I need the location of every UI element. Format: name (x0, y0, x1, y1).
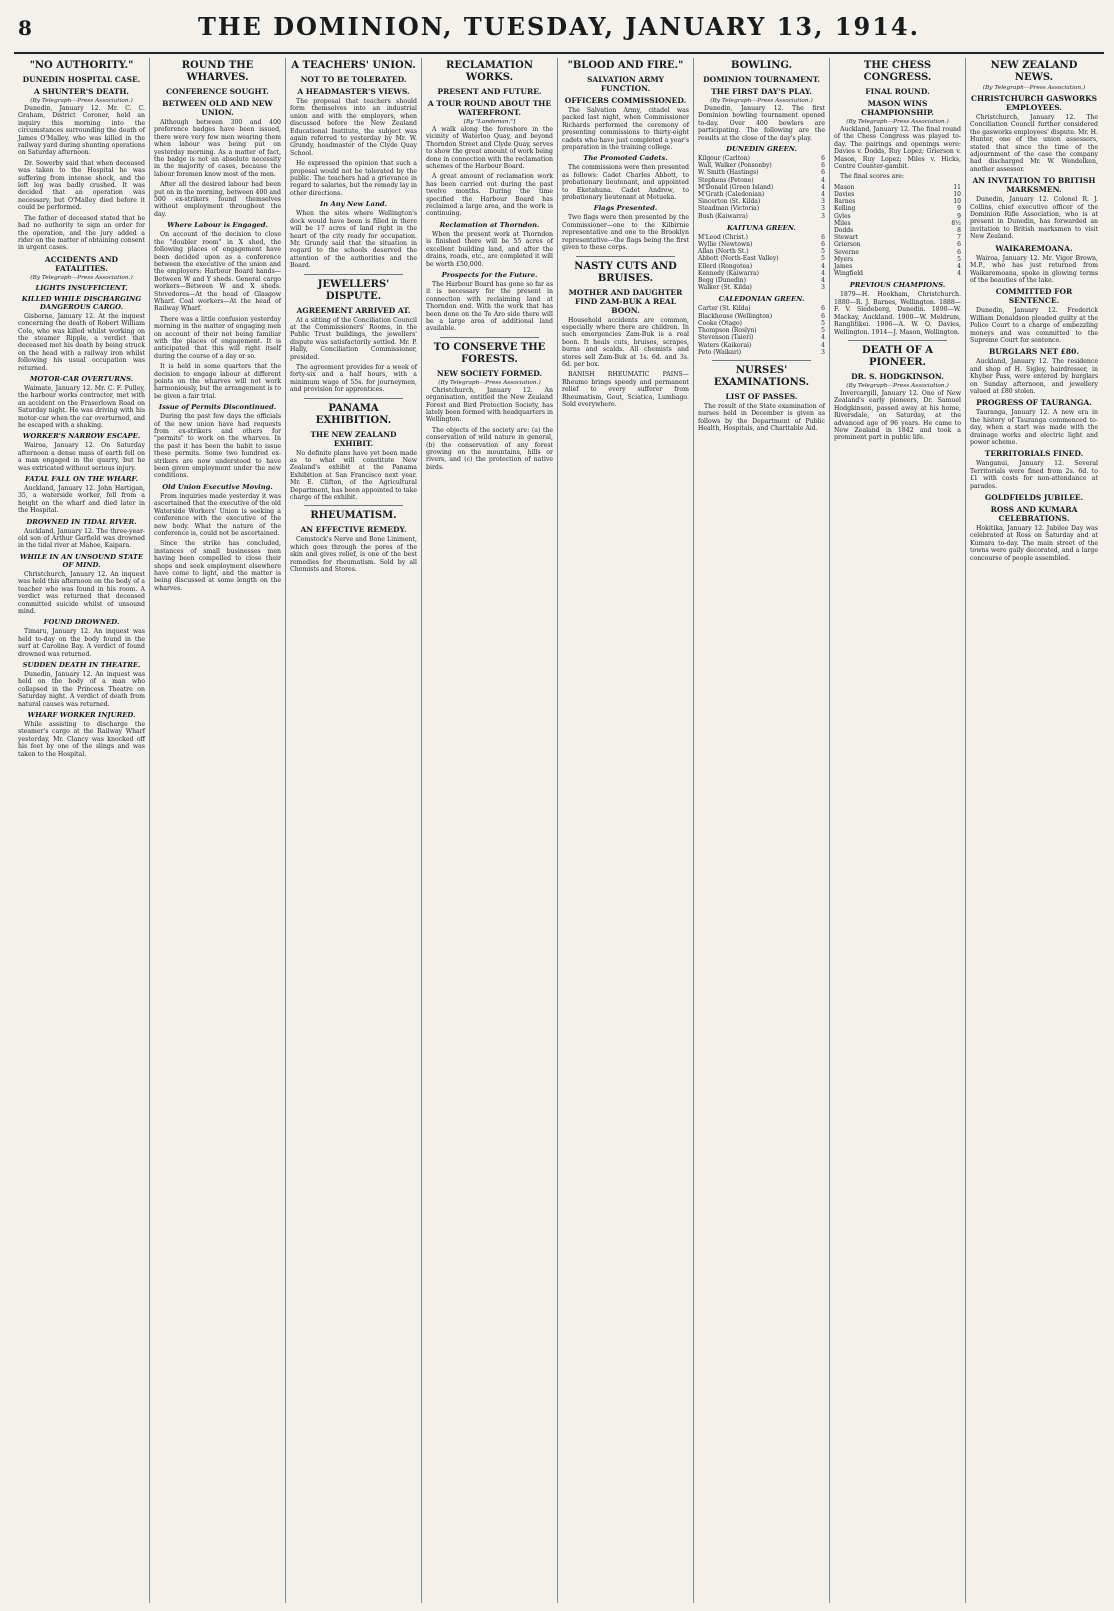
article-minor-heading: MOTOR-CAR OVERTURNS. (29, 374, 134, 383)
article-minor-heading: WORKER'S NARROW ESCAPE. (22, 432, 141, 441)
column-3 (286, 58, 422, 1603)
article-subheading: BETWEEN OLD AND NEW UNION. (162, 99, 273, 117)
article-subheading: THE FIRST DAY'S PLAY. (711, 87, 812, 96)
article-minor-heading: Where Labour is Engaged. (167, 221, 268, 230)
results-name: Kennedy (Kaiwarra) (698, 269, 759, 277)
results-row (698, 263, 825, 270)
results-name: Severne (834, 248, 859, 256)
results-name: Stevenson (Taieri) (698, 334, 754, 342)
article-minor-heading: WHARF WORKER INJURED. (27, 710, 136, 719)
article-paragraph: The objects of the society are: (a) the conservation of wild nature in general, (b) the conservation of any forest growing on the mountains, hills or rivers, and (c) the protection of native birds. (426, 426, 553, 471)
article-paragraph: The proposal that teachers should form themselves into an industrial union and with the employers, when discussed before the New Zealand Educational Institute, the subject was again referred to yesterday by Mr. W. Grundy, headmaster of the Clyde Quay School. (290, 98, 417, 157)
results-score: 5 (821, 327, 825, 335)
results-row (698, 177, 825, 184)
results-name: Kelling (834, 205, 856, 213)
article-paragraph: Hokitika, January 12. Jubilee Day was celebrated at Ross on Saturday and at Kumara to-day. The main street of the towns were gaily decorated, and a large concourse of people assembled. (970, 525, 1098, 562)
results-name: Carter (St. Kilda) (698, 305, 751, 313)
press-credit: (By Telegraph—Press Association.) (846, 119, 949, 125)
article-minor-heading: CALEDONIAN GREEN. (718, 295, 805, 304)
article-paragraph: Dunedin, January 12. An inquest was held on the body of a man who collapsed in the Princess Theatre on Saturday night. A verdict of death from natural causes was returned. (18, 670, 145, 708)
article-paragraph: Tauranga, January 12. A new era in the history of Tauranga commenced to-day, when a start was made with the drainage works and electric light and power scheme. (970, 409, 1098, 446)
article-minor-heading: Issue of Permits Discontinued. (158, 403, 277, 412)
results-score: 5 (821, 248, 825, 256)
article-minor-heading: Old Union Executive Moving. (162, 482, 273, 491)
results-row (698, 305, 825, 312)
results-row (698, 191, 825, 198)
results-row (834, 227, 961, 234)
results-name: Miles (834, 219, 851, 227)
article-paragraph: The final scores are: (840, 173, 905, 181)
article-paragraph: He expressed the opinion that such a proposal would not be tolerated by the public. The teachers had a grievance in regard to salaries, but the remedy lay in other directions. (290, 160, 417, 197)
article-headline: PANAMA EXHIBITION. (315, 402, 392, 426)
results-score: 3 (821, 205, 825, 213)
article-paragraph: Wairoa, January 12. Mr. Vigor Brown, M.P., who has just returned from Waikaremoana, spoke in glowing terms of the beauties of the lake. (970, 254, 1098, 284)
results-name: M'Grath (Caledonian) (698, 191, 765, 199)
results-name: Allan (North St.) (698, 248, 749, 256)
results-name: Davies (834, 191, 855, 199)
article-headline: BOWLING. (730, 60, 793, 71)
page-number: 8 (18, 16, 32, 40)
article-headline: NEW ZEALAND NEWS. (990, 60, 1078, 83)
article-headline: RHEUMATISM. (310, 510, 397, 522)
press-credit: (By Telegraph—Press Association.) (438, 379, 541, 386)
article-paragraph: Since the strike has concluded, instances of small businesses men having been compelled to close their shops and seek employment elsewhere have come to light, and the matter is being discussed at some length on the wharves. (154, 540, 281, 592)
article-minor-heading: Flags Presented. (593, 204, 658, 213)
article-paragraph: The Harbour Board has gone so far as it is necessary for the present in connection with reclaiming land at Thorndon end. With the work that has been done on the Te Aro side there will be a large area of additional land available. (426, 280, 553, 333)
press-credit: (By Telegraph—Press Association.) (30, 274, 133, 281)
results-score: 4 (821, 341, 825, 349)
article-minor-heading: FATAL FALL ON THE WHARF. (24, 475, 139, 484)
results-score: 3 (821, 348, 825, 356)
article-paragraph: Two flags were then presented by the Commissioner—one to the Kilbirnie representative and one to the Brooklyn representative—the flags being the first given to these corps. (562, 214, 689, 252)
results-score: 5 (957, 255, 961, 263)
results-score: 6 (821, 155, 825, 163)
article-subheading: A SHUNTER'S DEATH. (33, 87, 130, 96)
article-headline: "BLOOD AND FIRE." (567, 60, 684, 71)
article-minor-heading: The Promoted Cadets. (583, 154, 668, 163)
article-subheading: MOTHER AND DAUGHTER FIND ZAM-BUK A REAL BOON. (568, 287, 683, 315)
article-headline: DEATH OF A PIONEER. (862, 344, 933, 368)
results-name: Kilgour (Carlton) (698, 155, 750, 163)
results-score: 9 (957, 205, 961, 213)
article-paragraph: At a sitting of the Conciliation Council at the Commissioners' Rooms, in the Public Trust buildings, the jewellers' dispute was satisfactorily settled. Mr. P. Hally, Conciliation Commissioner, presided. (290, 316, 417, 361)
results-row (834, 249, 961, 256)
article-paragraph: Auckland, January 12. The residence and shop of H. Sigley, hairdresser, in Khyber Pass, were entered by burglars on Sunday afternoon, and jewellery valued at £80 stolen. (970, 358, 1098, 395)
article-subheading: PROGRESS OF TAURANGA. (976, 398, 1092, 408)
article-paragraph: Gisborne, January 12. At the inquest concerning the death of Robert William Cole, who was killed whilst working on the steamer Ripple, a verdict that deceased met his death by being struck on the head with a railway iron whilst following his usual occupation was returned. (18, 312, 145, 372)
results-score: 6 (957, 248, 961, 256)
article-subheading: A TOUR ROUND ABOUT THE WATERFRONT. (427, 99, 552, 117)
article-paragraph: When the sites where Wellington's dock would have been is filled in there will be 17 acres of land right in the heart of the city ready for occupation. Mr. Grundy said that the situation in regard to the schools deserved the attention of the authorities and the Board. (290, 210, 417, 270)
results-name: Wingfield (834, 270, 863, 278)
results-row (834, 220, 961, 227)
article-paragraph: Dunedin, January 12. Frederick William Donaldson pleaded guilty at the Police Court to a charge of embezzling moneys and was committed to the Supreme Court for sentence. (970, 307, 1098, 344)
results-score: 3 (821, 212, 825, 220)
article-headline: ROUND THE WHARVES. (181, 60, 254, 83)
results-row (834, 184, 961, 191)
article-paragraph: Wairoa, January 12. On Saturday afternoon a dense mass of earth fell on a man engaged in the quarry, but he was extricated without serious injury. (18, 442, 145, 472)
results-score: 11 (953, 183, 961, 191)
results-score: 4 (821, 269, 825, 277)
article-minor-heading: FOUND DROWNED. (43, 618, 120, 627)
results-name: Waters (Kaikorai) (698, 341, 752, 349)
results-row (834, 241, 961, 248)
results-name: Dodds (834, 227, 854, 235)
results-name: Abbott (North-East Valley) (698, 255, 779, 263)
article-paragraph: Christchurch, January 12. An inquest was held this afternoon on the body of a teacher who was found in his room. A verdict was returned that deceased committed suicide whilst of unsound mind. (18, 570, 145, 615)
article-paragraph: Comstock's Nerve and Bone Liniment, which goes through the pores of the skin and gives relief, is one of the best remedies for rheumatism. Sold by all Chemists and Stores. (290, 536, 417, 574)
results-row (698, 241, 825, 248)
results-name: W. Smith (Hastings) (698, 169, 759, 177)
results-table (698, 234, 825, 292)
article-subheading: CHRISTCHURCH GASWORKS EMPLOYEES. (970, 94, 1098, 112)
column-2 (150, 58, 286, 1603)
results-row (698, 320, 825, 327)
results-name: Barnes (834, 198, 856, 206)
article-subheading: NOT TO BE TOLERATED. (300, 75, 407, 84)
results-row (698, 213, 825, 220)
article-paragraph: From inquiries made yesterday it was ascertained that the executive of the old Waterside Workers' Union is seeking a conference with the executive of the new body. What the nature of the conference is, could not be ascertained. (154, 492, 281, 537)
article-headline: A TEACHERS' UNION. (291, 60, 416, 71)
results-score: 5 (821, 255, 825, 263)
article-subheading: AN EFFECTIVE REMEDY. (300, 525, 407, 535)
section-divider (304, 398, 403, 399)
article-minor-heading: DUNEDIN GREEN. (726, 145, 797, 154)
article-subheading: SALVATION ARMY FUNCTION. (586, 75, 665, 93)
article-subheading: CONFERENCE SOUGHT. (166, 87, 269, 96)
press-credit: (By Telegraph—Press Association.) (982, 85, 1086, 91)
article-headline: RECLAMATION WORKS. (446, 60, 533, 83)
results-score: 3 (821, 284, 825, 292)
article-minor-heading: LIGHTS INSUFFICIENT. (35, 283, 128, 292)
article-headline: NASTY CUTS AND BRUISES. (574, 260, 677, 284)
article-paragraph: The agreement provides for a week of forty-six and a half hours, with a minimum wage of 55s. for journeymen, and provision for apprentices. (290, 363, 417, 394)
results-score: 8½ (951, 219, 961, 227)
article-subheading: DUNEDIN HOSPITAL CASE. (22, 75, 141, 84)
article-paragraph: On account of the decision to close the "doubler room" in X shed, the following places of engagement have been decided upon as a conference between the executive of the union and the employers: Harbour Board hands—Between W and Y sheds. General cargo workers—Between W and X sheds. Stevedores—At the head of Glasgow Wharf. Coal workers—At the head of Railway Wharf. (154, 231, 281, 313)
results-score: 6 (821, 162, 825, 170)
article-paragraph: Christchurch, January 12. The Conciliation Council further considered the gasworks employees' dispute. Mr. H. Hunter, one of the union assessors, stated that since the time of the adjournment of the case the company had discharged Mr. W. Wendelken, another assessor. (970, 114, 1098, 173)
results-score: 6 (821, 241, 825, 249)
results-row (698, 162, 825, 169)
results-row (698, 205, 825, 212)
article-headline: JEWELLERS' DISPUTE. (317, 278, 390, 302)
article-paragraph: Auckland, January 12. The three-year-old son of Arthur Garfield was drowned in the tidal river at Mahoe, Kaipara. (18, 527, 145, 550)
section-divider (304, 274, 403, 275)
results-name: Wall, Walker (Ponsonby) (698, 162, 772, 170)
results-name: Begg (Dunedin) (698, 277, 746, 285)
article-paragraph: 1879—H. Hookham, Christchurch. 1880—R. J. Barnes, Wellington. 1888—F. V. Siedeberg, Dunedin. 1890—W. Mackay, Auckland. 1900—W. Meldrum, Ranglitikei. 1906—A. W. O. Davies, Wellington. 1914—J. Mason, Wellington. (834, 291, 961, 336)
article-paragraph: The father of deceased stated that he had no authority to sign an order for the operation, and the jury added a rider on the matter of obtaining consent in urgent cases. (18, 214, 145, 252)
results-name: Sincerton (St. Kilda) (698, 198, 761, 206)
article-headline: NURSES' EXAMINATIONS. (713, 364, 810, 388)
article-subheading: NEW SOCIETY FORMED. (436, 368, 543, 378)
paper-title: THE DOMINION, TUESDAY, JANUARY 13, 1914. (198, 12, 920, 41)
results-name: M'Leod (Christ.) (698, 233, 749, 241)
results-row (834, 270, 961, 277)
results-score: 6 (821, 305, 825, 313)
article-paragraph: A walk along the foreshore in the vicinity of Waterloo Quay, and beyond Thorndon Street and Clyde Quay, serves to show the great amount of work being done in connection with the reclamation schemes of the Harbour Board. (426, 126, 553, 171)
article-subheading: AGREEMENT ARRIVED AT. (296, 305, 411, 315)
article-paragraph: The result of the State examination of nurses held in December is given as follows by the Department of Public Health, Hospitals, and Charitable Aid. (698, 402, 825, 433)
results-row (698, 334, 825, 341)
results-score: 10 (953, 198, 961, 206)
results-name: Stewart (834, 234, 859, 242)
results-name: Peto (Waikari) (698, 348, 742, 356)
article-paragraph: No definite plans have yet been made as to what will constitute New Zealand's exhibit at the Panama Exhibition at San Francisco next year. Mr. E. Clifton, of the Agricultural Department, has been appointed to take charge of the exhibit. (290, 449, 417, 502)
results-name: Grierson (834, 241, 861, 249)
article-paragraph: There was a little confusion yesterday morning in the matter of engaging men on account of their not being familiar with the places of engagement. It is anticipated that this will right itself during the course of a day or so. (154, 315, 281, 360)
results-table (698, 155, 825, 220)
article-paragraph: After all the desired labour had been put on in the morning, between 400 and 500 ex-strikers found themselves without employment throughout the day. (154, 181, 281, 218)
results-name: Steadman (Victoria) (698, 205, 760, 213)
article-subheading: DOMINION TOURNAMENT. (703, 75, 820, 84)
results-score: 4 (821, 334, 825, 342)
article-subheading: ROSS AND KUMARA CELEBRATIONS. (990, 505, 1078, 524)
results-row (698, 342, 825, 349)
results-score: 10 (953, 191, 961, 199)
column-6 (694, 58, 830, 1603)
results-score: 4 (957, 270, 961, 278)
results-row (698, 349, 825, 356)
results-name: Stephens (Petone) (698, 176, 754, 184)
results-name: Bush (Kaiwarra) (698, 212, 748, 220)
column-1 (14, 58, 150, 1603)
article-minor-heading: Prospects for the Future. (441, 270, 538, 279)
article-paragraph: Waimate, January 12. Mr. C. F. Pulley, the harbour works contractor, met with an accident on the Fraserlown Road on Saturday night. He was driving with his motor-car when the car overturned, and he escaped with a shaking. (18, 384, 145, 429)
press-credit: [By "Landsman."] (463, 119, 516, 125)
results-name: Wyllie (Newtown) (698, 241, 753, 249)
article-subheading: LIST OF PASSES. (725, 391, 798, 401)
results-score: 4 (821, 191, 825, 199)
article-paragraph: When the present work at Thorndon is finished there will be 55 acres of excellent building land, and after the drains, roads, etc., are completed it will be worth £50,000. (426, 230, 553, 268)
article-paragraph: The commissions were then presented as follows: Cadet Charles Abbott, to probationary lieutenant, and appointed to Eketahuna. Cadet Andrew, to probationary lieutenant at Motueka. (562, 164, 689, 202)
article-minor-heading: Reclamation at Thorndon. (439, 220, 540, 229)
results-score: 4 (821, 176, 825, 184)
article-subheading: OFFICERS COMMISSIONED. (564, 96, 687, 105)
article-paragraph: Auckland, January 12. John Hartigan, 35, a waterside worker, fell from a height on the wharf and died later in the Hospital. (18, 485, 145, 515)
article-subheading: A HEADMASTER'S VIEWS. (297, 87, 410, 96)
article-paragraph: While assisting to discharge the steamer's cargo at the Railway Wharf yesterday, Mr. Clancy was knocked off his feet by one of the slings and was taken to the Hospital. (18, 720, 145, 758)
section-divider (440, 337, 539, 338)
press-credit: (By Telegraph—Press Association.) (710, 98, 813, 104)
article-headline: "NO AUTHORITY." (29, 60, 134, 71)
article-subheading: FINAL ROUND. (865, 87, 930, 96)
results-score: 3 (821, 198, 825, 206)
results-name: Gyles (834, 212, 851, 220)
results-score: 8 (957, 227, 961, 235)
results-score: 6 (821, 169, 825, 177)
article-paragraph: Wanganui, January 12. Several Territorials were fined from 2s. 6d. to £1 with costs for non-attendance at parades. (970, 460, 1098, 490)
article-paragraph: A great amount of reclamation work has been carried out during the past twelve months. During the time specified the Harbour Board has reclaimed a large area, and the work is continuing. (426, 173, 553, 218)
results-row (834, 198, 961, 205)
column-7 (830, 58, 966, 1603)
article-subheading: MASON WINS CHAMPIONSHIP. (861, 99, 934, 117)
article-minor-heading: DROWNED IN TIDAL RIVER. (26, 517, 137, 526)
results-row (698, 234, 825, 241)
results-name: Myers (834, 255, 854, 263)
article-paragraph: BANISH RHEUMATIC PAINS—Rheumo brings speedy and permanent relief to every sufferer from Rheumatism, Gout, Sciatica, Lumbago. Sold everywhere. (562, 371, 689, 408)
results-row (834, 191, 961, 198)
results-table (698, 305, 825, 355)
results-name: Mason (834, 183, 855, 191)
article-paragraph: Auckland, January 12. The final round of the Chess Congress was played to-day. The pairings and openings were: Davies v. Dodds, Ruy Lopez; Grierson v. Mason, Ruy Lopez; Miles v. Hicks, Centre Counter-gambit. (834, 126, 961, 171)
results-name: M'Donald (Green Island) (698, 183, 774, 191)
article-minor-heading: KAITUNA GREEN. (727, 223, 796, 232)
article-headline: THE CHESS CONGRESS. (863, 60, 932, 83)
results-table (834, 184, 961, 278)
results-row (698, 169, 825, 176)
section-divider (304, 505, 403, 506)
results-name: James (834, 263, 853, 271)
article-minor-heading: PREVIOUS CHAMPIONS. (849, 281, 946, 290)
column-4 (422, 58, 558, 1603)
section-divider (576, 256, 675, 257)
results-row (698, 248, 825, 255)
article-subheading: THE NEW ZEALAND EXHIBIT. (310, 429, 397, 448)
press-credit: (By Telegraph—Press Association.) (846, 382, 949, 389)
results-score: 6 (821, 233, 825, 241)
results-row (698, 284, 825, 291)
article-subheading: PRESENT AND FUTURE. (437, 87, 542, 96)
article-paragraph: Household accidents are common, especially where there are children. In such emergencies Zam-Buk is a real boon. It heals cuts, bruises, scrapes, burns and scalds. All chemists and stores sell Zam-Buk at 1s. 6d. and 3s. 6d. per box. (562, 316, 689, 368)
results-row (834, 263, 961, 270)
results-score: 9 (957, 212, 961, 220)
newspaper-columns (14, 58, 1104, 1603)
article-paragraph: It is held in some quarters that the decision to engage labour at different points on the wharves will not work harmoniously, but the arrangement is to be given a fair trial. (154, 363, 281, 400)
article-minor-heading: SUDDEN DEATH IN THEATRE. (22, 660, 141, 669)
results-row (834, 205, 961, 212)
article-minor-heading: WHILE IN AN UNSOUND STATE OF MIND. (19, 552, 144, 569)
article-subheading: TERRITORIALS FINED. (984, 449, 1084, 459)
results-score: 6 (957, 241, 961, 249)
masthead (14, 6, 1104, 54)
results-row (698, 255, 825, 262)
results-row (698, 327, 825, 334)
results-row (834, 234, 961, 241)
article-headline: TO CONSERVE THE FORESTS. (433, 341, 546, 365)
article-subheading: BURGLARS NET £80. (989, 347, 1079, 357)
section-divider (712, 360, 811, 361)
results-row (698, 270, 825, 277)
results-row (834, 256, 961, 263)
article-paragraph: During the past few days the officials of the new union have had requests from ex-strikers and others for "permits" to work on the wharves. In the past it has been the habit to issue these permits. Some two hundred ex-strikers are now understood to have been given employment under the new conditions. (154, 413, 281, 480)
results-score: 4 (957, 263, 961, 271)
results-score: 5 (821, 319, 825, 327)
article-subheading: AN INVITATION TO BRITISH MARKSMEN. (972, 176, 1096, 195)
article-subheading: COMMITTED FOR SENTENCE. (995, 287, 1073, 306)
article-paragraph: Dr. Sowerby said that when deceased was taken to the Hospital he was suffering from intense shock, and the left leg was badly crushed. It was decided that an operation was necessary, but O'Malley died before it could be performed. (18, 159, 145, 212)
article-subheading: ACCIDENTS AND FATALITIES. (44, 254, 119, 273)
article-paragraph: Dunedin, January 12. Colonel R. J. Collins, chief executive officer of the Dominion Rifle Association, who is at present in Dunedin, has forwarded an invitation to British marksmen to visit New Zealand. (970, 196, 1098, 241)
results-score: 4 (821, 262, 825, 270)
article-subheading: WAIKAREMOANA. (995, 243, 1073, 253)
results-row (834, 213, 961, 220)
article-subheading: DR. S. HODGKINSON. (851, 371, 944, 381)
article-minor-heading: KILLED WHILE DISCHARGING DANGEROUS CARGO. (21, 294, 142, 311)
column-5 (558, 58, 694, 1603)
article-subheading: GOLDFIELDS JUBILEE. (984, 493, 1084, 503)
results-score: 4 (821, 277, 825, 285)
results-score: 4 (821, 183, 825, 191)
results-row (698, 155, 825, 162)
article-paragraph: Invercargill, January 12. One of New Zealand's early pioneers, Dr. Samuel Hodgkinson, passed away at his home, Riversdale, on Saturday, at the advanced age of 96 years. He came to New Zealand in 1842 and took a prominent part in public life. (834, 389, 961, 442)
results-score: 6 (821, 312, 825, 320)
column-8 (966, 58, 1102, 1603)
results-row (698, 313, 825, 320)
article-paragraph: Timaru, January 12. An inquest was held to-day on the body found in the surf at Caroline Bay. A verdict of found drowned was returned. (18, 628, 145, 658)
results-name: Ellerd (Rongotea) (698, 262, 753, 270)
results-name: Cooke (Otago) (698, 319, 742, 327)
results-row (698, 184, 825, 191)
press-credit: (By Telegraph—Press Association.) (30, 98, 133, 104)
section-divider (848, 340, 947, 341)
results-row (698, 277, 825, 284)
results-name: Thompson (Roslyn) (698, 327, 757, 335)
results-name: Walker (St. Kilda) (698, 284, 752, 292)
article-paragraph: Dunedin, January 12. The first Dominion bowling tournament opened to-day. Over 400 bowlers are participating. The following are the results at the close of the day's play. (698, 105, 825, 142)
article-paragraph: Although between 300 and 400 preference badges have been issued, there were very few men wearing them when labour was being put on yesterday morning. As a matter of fact, the badge is not an absolute necessity in the majority of cases, because the labour foremen know most of the men. (154, 119, 281, 178)
article-paragraph: The Salvation Army, citadel was packed last night, when Commissioner Richards performed the ceremony of presenting commissions to thirty-eight cadets who have just completed a year's preparation in the training college. (562, 107, 689, 152)
results-name: Blackhouse (Wellington) (698, 312, 773, 320)
results-score: 7 (957, 234, 961, 242)
article-paragraph: Dunedin, January 12. Mr. C. C. Graham, District Coroner, held an inquiry this morning into the circumstances surrounding the death of James O'Malley, who was killed in the railway yard during shunting operations on Saturday afternoon. (18, 105, 145, 157)
article-minor-heading: In Any New Land. (319, 200, 388, 209)
results-row (698, 198, 825, 205)
article-paragraph: Christchurch, January 12. An organisation, entitled the New Zealand Forest and Bird Protection Society, has lately been formed with headquarters in Wellington. (426, 386, 553, 424)
